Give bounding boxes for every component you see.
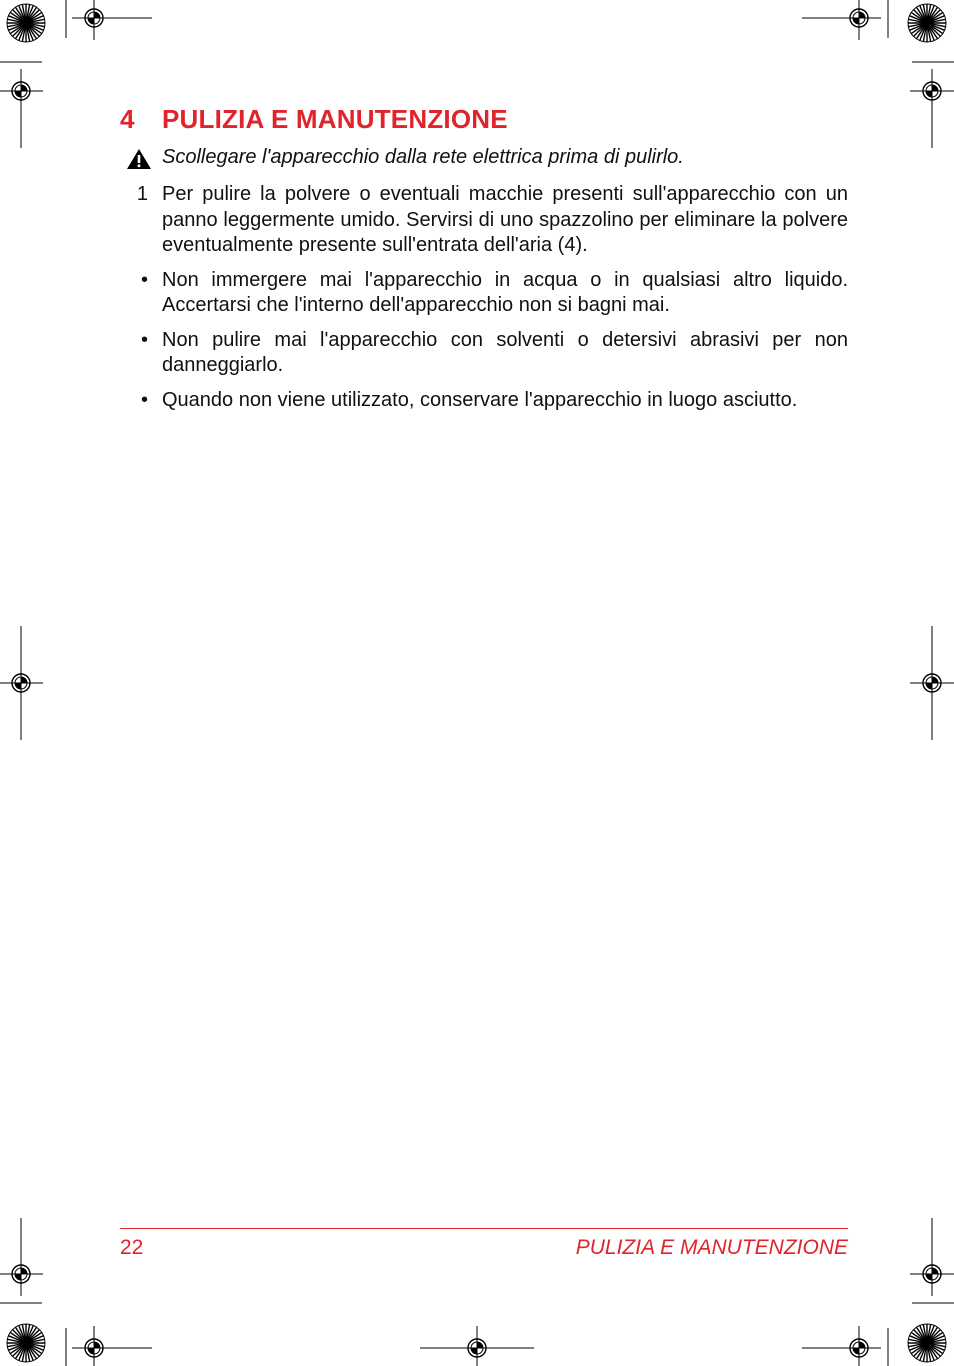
warning-text: Scollegare l'apparecchio dalla rete elettrica prima di pulirlo. bbox=[162, 146, 684, 168]
list-item-text: Per pulire la polvere o eventuali macchie presenti sull'apparecchio con un panno leggermente umido. Servirsi di uno spazzolino per eliminare la polvere eventualmente presente sull'entrata dell'aria (4). bbox=[162, 183, 848, 256]
list-item-text: Quando non viene utilizzato, conservare l'apparecchio in luogo asciutto. bbox=[162, 388, 798, 411]
page-number: 22 bbox=[120, 1236, 144, 1259]
warning-triangle-icon bbox=[126, 148, 152, 170]
footer-section-title: PULIZIA E MANUTENZIONE bbox=[575, 1236, 848, 1259]
section-number: 4 bbox=[120, 104, 135, 134]
section-heading bbox=[120, 104, 508, 135]
list-item-text: Non immergere mai l'apparecchio in acqua o in qualsiasi altro liquido. Accertarsi che l'interno dell'apparecchio non si bagni mai. bbox=[162, 268, 848, 316]
list-item bbox=[120, 328, 848, 379]
list-item-text: Non pulire mai l'apparecchio con solventi o detersivi abrasivi per non danneggiarlo. bbox=[162, 328, 848, 376]
section-title: PULIZIA E MANUTENZIONE bbox=[162, 104, 508, 134]
list-marker: • bbox=[140, 328, 148, 351]
list-marker: 1 bbox=[136, 183, 148, 205]
list-item bbox=[120, 182, 848, 259]
footer-divider bbox=[120, 1228, 848, 1229]
list-marker: • bbox=[140, 268, 148, 291]
instruction-list bbox=[120, 182, 848, 422]
list-item bbox=[120, 268, 848, 319]
list-item bbox=[120, 388, 848, 414]
list-marker: • bbox=[140, 388, 148, 411]
